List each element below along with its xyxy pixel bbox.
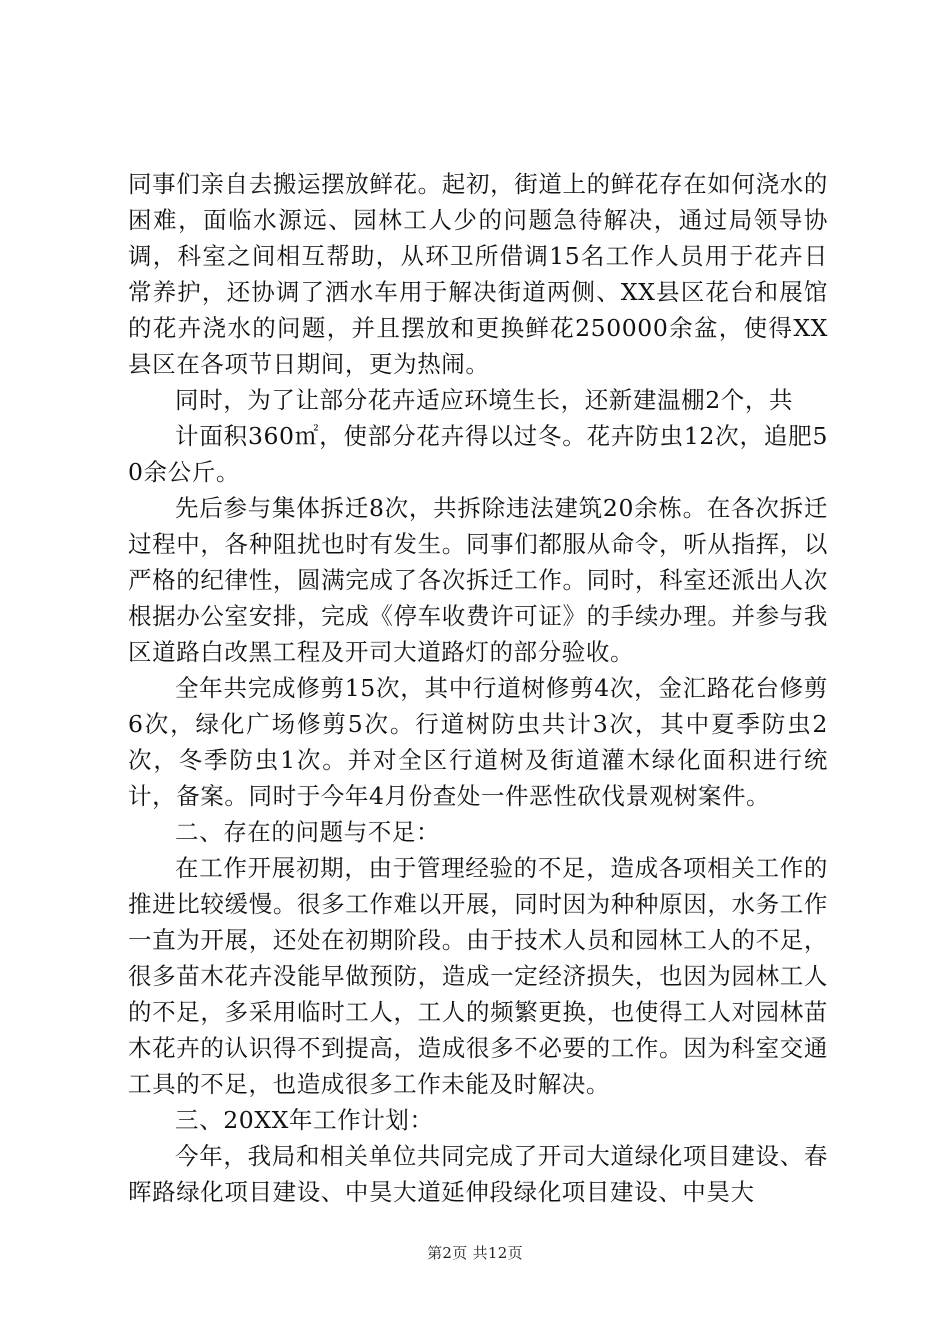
section-heading-plan: 三、20XX年工作计划： [175,1106,434,1134]
paragraph-1: 同事们亲自去搬运摆放鲜花。起初，街道上的鲜花存在如何浇水的困难，面临水源远、园林工人少的问题急待解决，通过局领导协调，科室之间相互帮助，从环卫所借调15名工作人员用于花卉日常养护，还协调了洒水车用于解决街道两侧、XX县区花台和展馆的花卉浇水的问题，并且摆放和更换鲜花250000余盆，使得XX县区在各项节日期间，更为热闹。 [128,170,828,378]
section-heading-problems: 二、存在的问题与不足： [175,818,441,846]
page-footer: 第2页 共12页 [427,1244,523,1262]
paragraph-7: 今年，我局和相关单位共同完成了开司大道绿化项目建设、春晖路绿化项目建设、中昊大道延伸段绿化项目建设、中昊大 [128,1142,828,1206]
paragraph-3: 计面积360㎡，使部分花卉得以过冬。花卉防虫12次，追肥50余公斤。 [128,422,828,486]
paragraph-6: 在工作开展初期，由于管理经验的不足，造成各项相关工作的推进比较缓慢。很多工作难以开展，同时因为种种原因，水务工作一直为开展，还处在初期阶段。由于技术人员和园林工人的不足，很多苗木花卉没能早做预防，造成一定经济损失，也因为园林工人的不足，多采用临时工人，工人的频繁更换，也使得工人对园林苗木花卉的认识得不到提高，造成很多不必要的工作。因为科室交通工具的不足，也造成很多工作未能及时解决。 [128,854,828,1098]
paragraph-2: 同时，为了让部分花卉适应环境生长，还新建温棚2个，共 [175,386,794,414]
paragraph-5: 全年共完成修剪15次，其中行道树修剪4次，金汇路花台修剪6次，绿化广场修剪5次。行道树防虫共计3次，其中夏季防虫2次，冬季防虫1次。并对全区行道树及街道灌木绿化面积进行统计，备案。同时于今年4月份查处一件恶性砍伐景观树案件。 [128,674,828,810]
document-body [128,166,828,1210]
paragraph-4: 先后参与集体拆迁8次，共拆除违法建筑20余栋。在各次拆迁过程中，各种阻扰也时有发生。同事们都服从命令，听从指挥，以严格的纪律性，圆满完成了各次拆迁工作。同时，科室还派出人次根据办公室安排，完成《停车收费许可证》的手续办理。并参与我区道路白改黑工程及开司大道路灯的部分验收。 [128,494,828,666]
